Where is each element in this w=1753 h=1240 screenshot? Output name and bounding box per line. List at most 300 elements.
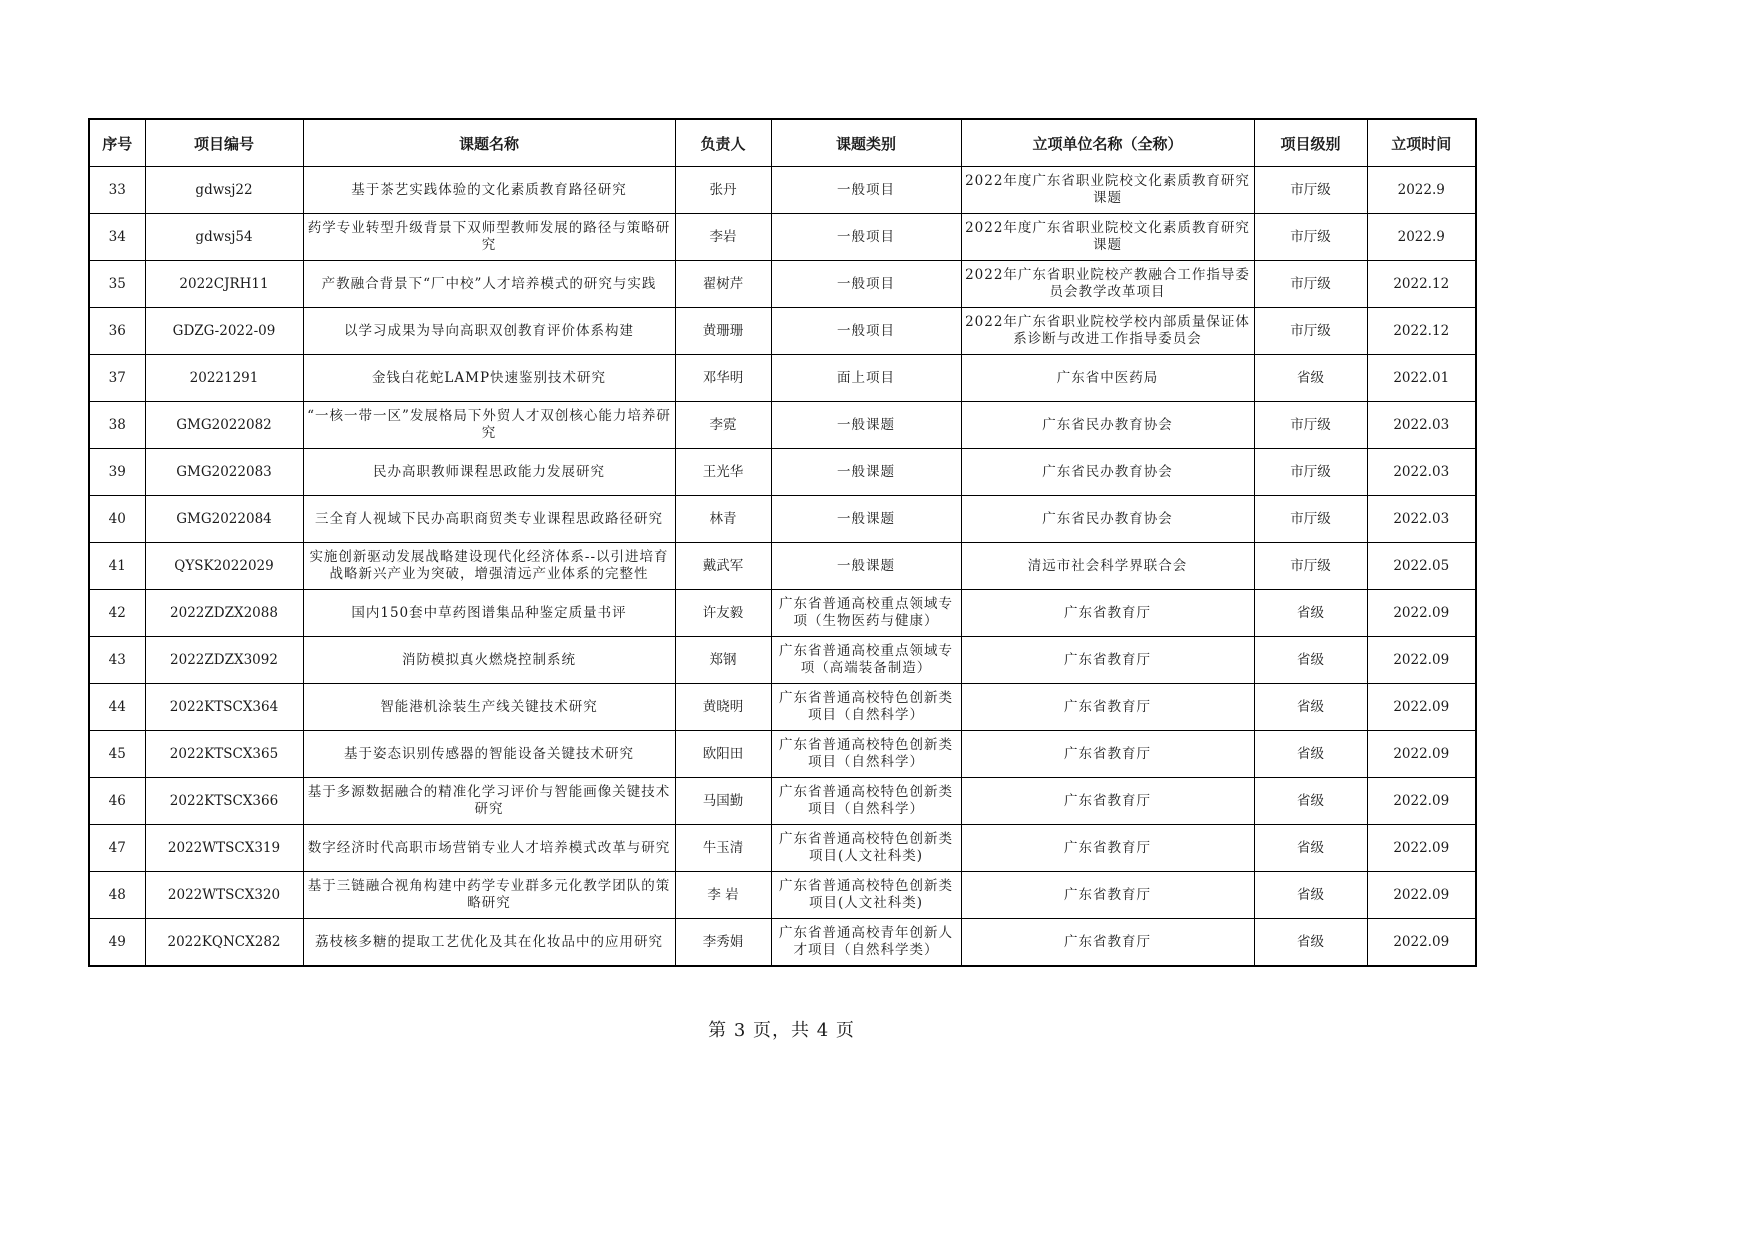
cell-project-level [1254, 684, 1367, 731]
cell-topic-category [771, 778, 961, 825]
leader-text: 翟树芹 [702, 275, 744, 292]
approval-date-text: 2022.09 [1393, 651, 1450, 668]
cell-approval-date [1367, 449, 1476, 496]
cell-project-code [145, 778, 303, 825]
cell-unit-name [961, 167, 1254, 214]
approval-date-text: 2022.09 [1393, 745, 1450, 762]
topic-name-text: 基于姿态识别传感器的智能设备关键技术研究 [344, 745, 634, 762]
unit-name-text: 2022年度广东省职业院校文化素质教育研究课题 [965, 220, 1250, 253]
cell-leader [675, 308, 771, 355]
topic-category-text: 一般项目 [837, 228, 895, 245]
cell-row-index [89, 449, 145, 496]
cell-project-level [1254, 919, 1367, 967]
cell-project-code [145, 496, 303, 543]
approval-date-text: 2022.09 [1393, 698, 1450, 715]
cell-topic-category [771, 731, 961, 778]
project-level-text: 市厅级 [1290, 510, 1331, 527]
cell-project-level [1254, 590, 1367, 637]
topic-category-text: 广东省普通高校特色创新类项目（自然科学） [779, 737, 953, 770]
project-level-text: 省级 [1297, 839, 1324, 856]
cell-unit-name [961, 637, 1254, 684]
cell-project-code [145, 919, 303, 967]
cell-approval-date [1367, 308, 1476, 355]
leader-text: 戴武军 [702, 557, 744, 574]
project-code-text: GMG2022083 [176, 463, 272, 480]
cell-approval-date [1367, 825, 1476, 872]
cell-unit-name [961, 214, 1254, 261]
unit-name-text: 广东省教育厅 [1064, 886, 1151, 903]
cell-topic-category [771, 590, 961, 637]
cell-approval-date [1367, 214, 1476, 261]
cell-row-index [89, 402, 145, 449]
unit-name-text: 2022年广东省职业院校学校内部质量保证体系诊断与改进工作指导委员会 [965, 314, 1250, 347]
cell-approval-date [1367, 684, 1476, 731]
project-code-text: QYSK2022029 [174, 557, 274, 574]
header-topic-category: 课题类别 [771, 119, 961, 167]
topic-name-text: 荔枝核多糖的提取工艺优化及其在化妆品中的应用研究 [315, 933, 663, 950]
cell-unit-name [961, 449, 1254, 496]
topic-category-text: 一般课题 [837, 510, 895, 527]
cell-approval-date [1367, 261, 1476, 308]
project-code-text: 20221291 [189, 369, 259, 386]
cell-topic-name [303, 543, 675, 590]
row-index-text: 40 [108, 510, 126, 527]
page-number: 第 3 页，共 4 页 [708, 1020, 855, 1041]
project-level-text: 省级 [1297, 792, 1324, 809]
project-level-text: 市厅级 [1290, 463, 1331, 480]
project-code-text: 2022KTSCX366 [169, 792, 279, 809]
cell-topic-name [303, 355, 675, 402]
cell-leader [675, 825, 771, 872]
table-row [89, 543, 1476, 590]
cell-topic-name [303, 919, 675, 967]
cell-topic-category [771, 825, 961, 872]
cell-topic-category [771, 919, 961, 967]
cell-row-index [89, 919, 145, 967]
cell-row-index [89, 214, 145, 261]
cell-leader [675, 778, 771, 825]
cell-project-code [145, 261, 303, 308]
topic-category-text: 一般课题 [837, 557, 895, 574]
cell-unit-name [961, 543, 1254, 590]
cell-topic-category [771, 214, 961, 261]
cell-topic-name [303, 825, 675, 872]
cell-approval-date [1367, 637, 1476, 684]
topic-category-text: 广东省普通高校特色创新类项目(人文社科类) [779, 831, 953, 864]
header-project-code: 项目编号 [145, 119, 303, 167]
row-index-text: 47 [108, 839, 126, 856]
cell-approval-date [1367, 872, 1476, 919]
topic-name-text: 智能港机涂装生产线关键技术研究 [380, 698, 598, 715]
cell-topic-name [303, 590, 675, 637]
approval-date-text: 2022.01 [1393, 369, 1450, 386]
cell-project-level [1254, 543, 1367, 590]
row-index-text: 33 [108, 181, 126, 198]
cell-leader [675, 590, 771, 637]
unit-name-text: 广东省民办教育协会 [1042, 463, 1173, 480]
cell-approval-date [1367, 167, 1476, 214]
table-row [89, 590, 1476, 637]
cell-project-level [1254, 496, 1367, 543]
project-level-text: 市厅级 [1290, 228, 1331, 245]
table-row [89, 872, 1476, 919]
leader-text: 李岩 [709, 228, 737, 245]
unit-name-text: 广东省教育厅 [1064, 933, 1151, 950]
row-index-text: 34 [108, 228, 126, 245]
approval-date-text: 2022.03 [1393, 463, 1450, 480]
cell-row-index [89, 308, 145, 355]
topic-name-text: 消防模拟真火燃烧控制系统 [402, 651, 576, 668]
row-index-text: 41 [108, 557, 126, 574]
cell-topic-name [303, 872, 675, 919]
cell-project-code [145, 449, 303, 496]
cell-project-code [145, 543, 303, 590]
project-level-text: 省级 [1297, 698, 1324, 715]
cell-project-level [1254, 778, 1367, 825]
cell-topic-name [303, 402, 675, 449]
cell-project-level [1254, 355, 1367, 402]
leader-text: 李秀娟 [702, 933, 744, 950]
unit-name-text: 2022年广东省职业院校产教融合工作指导委员会教学改革项目 [965, 267, 1250, 300]
project-level-text: 省级 [1297, 745, 1324, 762]
cell-project-code [145, 214, 303, 261]
cell-project-code [145, 355, 303, 402]
cell-topic-category [771, 496, 961, 543]
cell-leader [675, 731, 771, 778]
project-code-text: 2022ZDZX2088 [170, 604, 278, 621]
cell-topic-name [303, 261, 675, 308]
topic-category-text: 一般项目 [837, 181, 895, 198]
cell-unit-name [961, 731, 1254, 778]
cell-approval-date [1367, 402, 1476, 449]
project-code-text: GMG2022084 [176, 510, 272, 527]
cell-leader [675, 355, 771, 402]
cell-project-level [1254, 261, 1367, 308]
cell-approval-date [1367, 731, 1476, 778]
project-level-text: 市厅级 [1290, 275, 1331, 292]
row-index-text: 44 [108, 698, 126, 715]
topic-category-text: 一般项目 [837, 275, 895, 292]
cell-unit-name [961, 355, 1254, 402]
cell-row-index [89, 543, 145, 590]
topic-category-text: 广东省普通高校特色创新类项目(人文社科类) [779, 878, 953, 911]
approval-date-text: 2022.05 [1393, 557, 1450, 574]
cell-topic-name [303, 637, 675, 684]
cell-project-level [1254, 637, 1367, 684]
cell-project-code [145, 402, 303, 449]
cell-leader [675, 214, 771, 261]
leader-text: 张丹 [709, 181, 737, 198]
project-level-text: 市厅级 [1290, 557, 1331, 574]
leader-text: 黄珊珊 [702, 322, 744, 339]
cell-topic-name [303, 684, 675, 731]
project-level-text: 市厅级 [1290, 181, 1331, 198]
leader-text: 李霓 [709, 416, 737, 433]
cell-project-code [145, 731, 303, 778]
cell-project-code [145, 167, 303, 214]
project-code-text: 2022WTSCX320 [167, 886, 281, 903]
cell-topic-category [771, 872, 961, 919]
table-row [89, 355, 1476, 402]
cell-topic-name [303, 308, 675, 355]
topic-name-text: 产教融合背景下“厂中校”人才培养模式的研究与实践 [321, 275, 657, 292]
topic-category-text: 一般课题 [837, 463, 895, 480]
project-code-text: gdwsj22 [195, 181, 253, 198]
cell-project-level [1254, 167, 1367, 214]
topic-name-text: 国内150套中草药图谱集品种鉴定质量书评 [351, 604, 627, 621]
cell-unit-name [961, 778, 1254, 825]
approval-date-text: 2022.09 [1393, 886, 1450, 903]
cell-row-index [89, 778, 145, 825]
cell-topic-category [771, 167, 961, 214]
row-index-text: 37 [108, 369, 126, 386]
topic-category-text: 一般项目 [837, 322, 895, 339]
cell-topic-name [303, 778, 675, 825]
cell-unit-name [961, 919, 1254, 967]
approval-date-text: 2022.09 [1393, 839, 1450, 856]
row-index-text: 43 [108, 651, 126, 668]
cell-unit-name [961, 496, 1254, 543]
header-topic-name: 课题名称 [303, 119, 675, 167]
topic-name-text: 药学专业转型升级背景下双师型教师发展的路径与策略研究 [307, 220, 671, 253]
table-row [89, 825, 1476, 872]
cell-row-index [89, 590, 145, 637]
row-index-text: 39 [108, 463, 126, 480]
table-row [89, 731, 1476, 778]
project-code-text: GMG2022082 [176, 416, 272, 433]
topic-category-text: 广东省普通高校特色创新类项目（自然科学） [779, 784, 953, 817]
cell-unit-name [961, 825, 1254, 872]
cell-topic-name [303, 214, 675, 261]
project-level-text: 省级 [1297, 369, 1324, 386]
topic-category-text: 广东省普通高校重点领域专项（高端装备制造） [779, 643, 953, 676]
cell-project-code [145, 872, 303, 919]
project-code-text: 2022WTSCX319 [167, 839, 281, 856]
topic-name-text: 民办高职教师课程思政能力发展研究 [373, 463, 605, 480]
table-row [89, 167, 1476, 214]
leader-text: 黄晓明 [702, 698, 744, 715]
cell-approval-date [1367, 543, 1476, 590]
cell-leader [675, 872, 771, 919]
project-level-text: 市厅级 [1290, 322, 1331, 339]
cell-project-level [1254, 308, 1367, 355]
table-row [89, 684, 1476, 731]
topic-name-text: 基于茶艺实践体验的文化素质教育路径研究 [351, 181, 627, 198]
project-level-text: 省级 [1297, 604, 1324, 621]
table-row [89, 496, 1476, 543]
cell-approval-date [1367, 355, 1476, 402]
project-table [88, 118, 1477, 967]
leader-text: 牛玉清 [702, 839, 744, 856]
approval-date-text: 2022.03 [1393, 510, 1450, 527]
cell-topic-category [771, 261, 961, 308]
approval-date-text: 2022.12 [1393, 322, 1450, 339]
cell-row-index [89, 637, 145, 684]
unit-name-text: 2022年度广东省职业院校文化素质教育研究课题 [965, 173, 1250, 206]
cell-project-level [1254, 214, 1367, 261]
leader-text: 马国勤 [702, 792, 744, 809]
topic-name-text: 金钱白花蛇LAMP快速鉴别技术研究 [371, 369, 607, 386]
project-level-text: 市厅级 [1290, 416, 1331, 433]
cell-topic-name [303, 449, 675, 496]
project-code-text: 2022KTSCX364 [169, 698, 279, 715]
approval-date-text: 2022.09 [1393, 792, 1450, 809]
cell-unit-name [961, 402, 1254, 449]
cell-row-index [89, 167, 145, 214]
cell-topic-name [303, 167, 675, 214]
cell-leader [675, 402, 771, 449]
leader-text: 李 岩 [707, 886, 739, 903]
approval-date-text: 2022.12 [1393, 275, 1450, 292]
cell-unit-name [961, 308, 1254, 355]
cell-topic-category [771, 637, 961, 684]
row-index-text: 48 [108, 886, 126, 903]
topic-name-text: 基于多源数据融合的精准化学习评价与智能画像关键技术研究 [307, 784, 671, 817]
cell-approval-date [1367, 496, 1476, 543]
cell-row-index [89, 261, 145, 308]
unit-name-text: 广东省民办教育协会 [1042, 510, 1173, 527]
project-code-text: GDZG-2022-09 [172, 322, 276, 339]
leader-text: 邓华明 [702, 369, 744, 386]
project-code-text: 2022ZDZX3092 [170, 651, 278, 668]
header-leader: 负责人 [675, 119, 771, 167]
cell-leader [675, 496, 771, 543]
cell-project-level [1254, 731, 1367, 778]
cell-leader [675, 261, 771, 308]
cell-project-code [145, 308, 303, 355]
unit-name-text: 广东省教育厅 [1064, 839, 1151, 856]
topic-name-text: 三全育人视域下民办高职商贸类专业课程思政路径研究 [315, 510, 663, 527]
table-row [89, 449, 1476, 496]
row-index-text: 49 [108, 933, 126, 950]
row-index-text: 46 [108, 792, 126, 809]
approval-date-text: 2022.9 [1397, 228, 1445, 245]
unit-name-text: 广东省民办教育协会 [1042, 416, 1173, 433]
cell-leader [675, 684, 771, 731]
topic-category-text: 广东省普通高校青年创新人才项目（自然科学类） [779, 925, 953, 958]
cell-unit-name [961, 261, 1254, 308]
project-code-text: 2022KTSCX365 [169, 745, 279, 762]
project-code-text: 2022CJRH11 [179, 275, 269, 292]
topic-category-text: 广东省普通高校重点领域专项（生物医药与健康） [779, 596, 953, 629]
topic-category-text: 面上项目 [837, 369, 895, 386]
cell-row-index [89, 355, 145, 402]
project-level-text: 省级 [1297, 886, 1324, 903]
unit-name-text: 广东省教育厅 [1064, 698, 1151, 715]
cell-topic-category [771, 402, 961, 449]
leader-text: 王光华 [702, 463, 744, 480]
table-header-row [89, 119, 1476, 167]
cell-row-index [89, 872, 145, 919]
table-row [89, 637, 1476, 684]
topic-name-text: 数字经济时代高职市场营销专业人才培养模式改革与研究 [307, 839, 671, 856]
cell-topic-category [771, 684, 961, 731]
leader-text: 林青 [709, 510, 737, 527]
cell-project-level [1254, 449, 1367, 496]
row-index-text: 36 [108, 322, 126, 339]
cell-topic-category [771, 449, 961, 496]
cell-unit-name [961, 872, 1254, 919]
table-row [89, 261, 1476, 308]
table-row [89, 214, 1476, 261]
unit-name-text: 广东省教育厅 [1064, 604, 1151, 621]
cell-project-code [145, 637, 303, 684]
cell-approval-date [1367, 590, 1476, 637]
cell-row-index [89, 825, 145, 872]
cell-row-index [89, 496, 145, 543]
table-row [89, 778, 1476, 825]
approval-date-text: 2022.09 [1393, 604, 1450, 621]
cell-leader [675, 543, 771, 590]
topic-name-text: 基于三链融合视角构建中药学专业群多元化教学团队的策略研究 [307, 878, 671, 911]
header-index: 序号 [89, 119, 145, 167]
cell-unit-name [961, 590, 1254, 637]
cell-topic-category [771, 355, 961, 402]
row-index-text: 38 [108, 416, 126, 433]
cell-leader [675, 637, 771, 684]
cell-topic-name [303, 731, 675, 778]
approval-date-text: 2022.9 [1397, 181, 1445, 198]
leader-text: 欧阳田 [702, 745, 744, 762]
cell-project-code [145, 590, 303, 637]
cell-project-level [1254, 825, 1367, 872]
project-level-text: 省级 [1297, 651, 1324, 668]
cell-project-code [145, 825, 303, 872]
unit-name-text: 清远市社会科学界联合会 [1027, 557, 1188, 574]
cell-project-level [1254, 402, 1367, 449]
project-code-text: 2022KQNCX282 [167, 933, 281, 950]
unit-name-text: 广东省教育厅 [1064, 792, 1151, 809]
cell-leader [675, 167, 771, 214]
table-row [89, 402, 1476, 449]
unit-name-text: 广东省教育厅 [1064, 651, 1151, 668]
topic-name-text: 实施创新驱动发展战略建设现代化经济体系--以引进培育战略新兴产业为突破，增强清远产业体系的完整性 [309, 549, 669, 582]
row-index-text: 45 [108, 745, 126, 762]
header-project-level: 项目级别 [1254, 119, 1367, 167]
header-approval-date: 立项时间 [1367, 119, 1476, 167]
unit-name-text: 广东省教育厅 [1064, 745, 1151, 762]
cell-project-code [145, 684, 303, 731]
unit-name-text: 广东省中医药局 [1056, 369, 1159, 386]
cell-topic-category [771, 308, 961, 355]
cell-row-index [89, 684, 145, 731]
table-body [89, 167, 1476, 967]
cell-topic-category [771, 543, 961, 590]
cell-topic-name [303, 496, 675, 543]
header-unit-name: 立项单位名称（全称） [961, 119, 1254, 167]
cell-leader [675, 449, 771, 496]
topic-category-text: 广东省普通高校特色创新类项目（自然科学） [779, 690, 953, 723]
project-code-text: gdwsj54 [195, 228, 253, 245]
leader-text: 郑钢 [709, 651, 737, 668]
topic-name-text: “一核一带一区”发展格局下外贸人才双创核心能力培养研究 [307, 408, 671, 441]
table-row [89, 919, 1476, 967]
cell-row-index [89, 731, 145, 778]
project-level-text: 省级 [1297, 933, 1324, 950]
topic-name-text: 以学习成果为导向高职双创教育评价体系构建 [344, 322, 634, 339]
cell-approval-date [1367, 778, 1476, 825]
cell-project-level [1254, 872, 1367, 919]
row-index-text: 42 [108, 604, 126, 621]
cell-leader [675, 919, 771, 967]
leader-text: 许友毅 [702, 604, 744, 621]
table-row [89, 308, 1476, 355]
cell-unit-name [961, 684, 1254, 731]
topic-category-text: 一般课题 [837, 416, 895, 433]
approval-date-text: 2022.09 [1393, 933, 1450, 950]
row-index-text: 35 [108, 275, 126, 292]
cell-approval-date [1367, 919, 1476, 967]
